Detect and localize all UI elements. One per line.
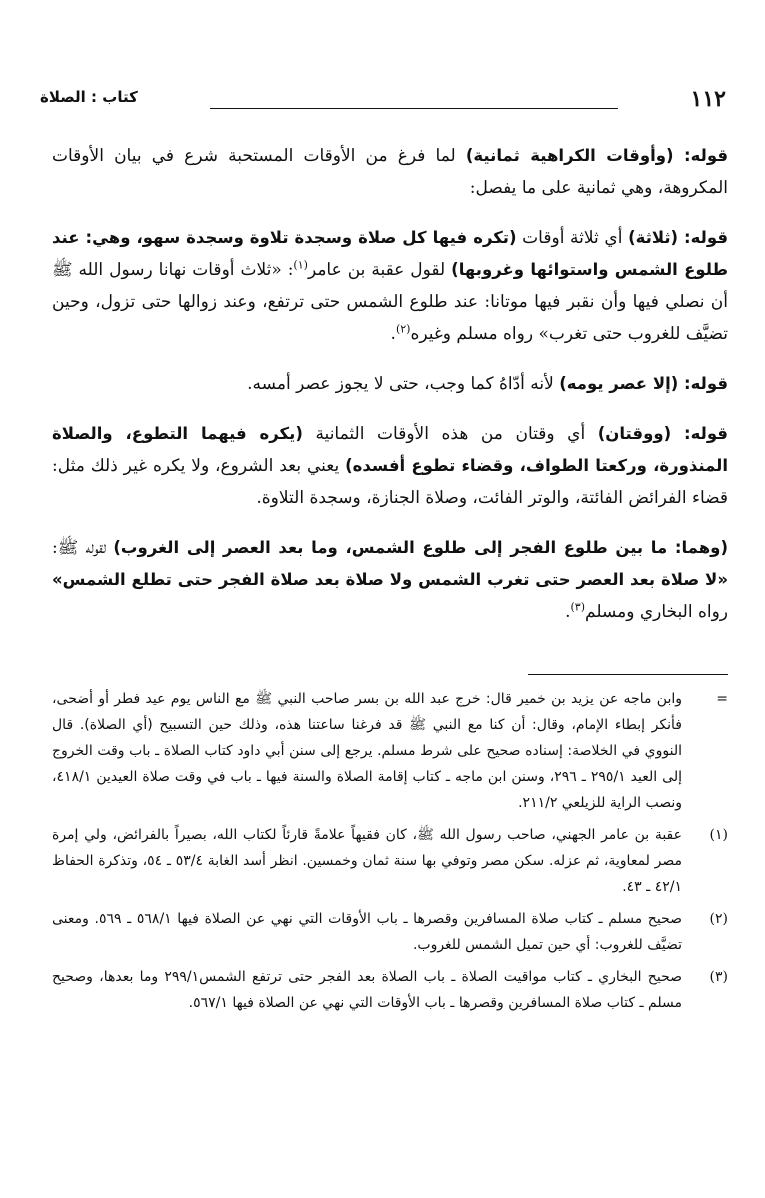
footnotes [52, 686, 728, 1022]
text-run: لقوله ﷺ: [52, 538, 114, 558]
paragraph [52, 532, 728, 628]
text-run: رواه البخاري ومسلم [585, 602, 728, 622]
paragraph [52, 368, 728, 400]
footnote-separator [528, 674, 728, 675]
footnote [52, 822, 728, 900]
paragraph [52, 140, 728, 204]
bold-run: (تكره فيها كل صلاة وسجدة تلاوة وسجدة سهو، وهي: عند طلوع الشمس واستوائها وغروبها) [52, 228, 728, 279]
bold-run: (وهما: ما بين طلوع الفجر إلى طلوع الشمس، وما بعد العصر إلى الغروب) [113, 538, 728, 557]
text-run: : «ثلاث أوقات نهانا رسول الله ﷺ أن نصلي فيها وأن نقبر فيها موتانا: عند طلوع الشمس حتى ترتفع، وعند زوالها حتى تزول، وحين تضيَّف للغروب حتى تغرب» رواه مسلم وغيره [52, 260, 728, 344]
footnote-marker: (١) [709, 827, 728, 843]
footnote-text: وابن ماجه عن يزيد بن خمير قال: خرج عبد الله بن بسر صاحب النبي ﷺ مع الناس يوم عيد فطر أو أضحى، فأنكر إبطاء الإمام، وقال: أن كنا مع النبي ﷺ قد فرغنا ساعتنا هذه، وذلك حين التسبيح (أي الصلاة). قال النووي في الخلاصة: إسناده صحيح على شرط مسلم. يرجع إلى سنن أبي داود كتاب الصلاة ـ باب وقت الخروج إلى العيد ٢٩٥/١ ـ ٢٩٦، وسنن ابن ماجه ـ كتاب إقامة الصلاة والسنة فيها ـ باب في وقت صلاة العيدين ٤١٨/١، ونصب الراية للزيلعي ٢١١/٢. [52, 691, 682, 811]
footnote [52, 964, 728, 1016]
footnote-marker: (٢) [709, 911, 728, 927]
bold-run: «لا صلاة بعد العصر حتى تغرب الشمس ولا صلاة بعد صلاة الفجر حتى تطلع الشمس» [52, 570, 728, 589]
text-run: أي ثلاثة أوقات [516, 228, 629, 248]
paragraph [52, 222, 728, 350]
text-run: لأنه أدّاهُ كما وجب، حتى لا يجوز عصر أمسه. [247, 374, 560, 394]
text-run: لقول عقبة بن عامر [307, 260, 452, 280]
main-text [52, 140, 728, 628]
bold-run: (يكره فيهما التطوع، والصلاة المنذورة، وركعتا الطواف، وقضاء تطوع أفسده) [52, 424, 729, 475]
bold-run: قوله: (وأوقات الكراهية ثمانية) [465, 146, 728, 165]
footnote-text: صحيح البخاري ـ كتاب مواقيت الصلاة ـ باب الصلاة بعد الفجر حتى ترتفع الشمس٢٩٩/١ وما بعدها، وصحيح مسلم ـ كتاب صلاة المسافرين وقصرها ـ باب الأوقات التي نهي عن الصلاة فيها ٥٦٧/١. [52, 969, 682, 1011]
text-run: لما فرغ من الأوقات المستحبة شرع في بيان الأوقات المكروهة، وهي ثمانية على ما يفصل: [52, 146, 728, 198]
bold-run: قوله: (ووقتان) [597, 424, 728, 443]
footnote-ref: (١) [293, 258, 308, 272]
footnote-marker: = [716, 691, 728, 707]
book-title: كتاب : الصلاة [40, 88, 138, 106]
text-run: . [390, 324, 396, 344]
paragraph-gap [52, 350, 728, 368]
footnote-ref: (٣) [570, 600, 586, 614]
text-run: أي وقتان من هذه الأوقات الثمانية [302, 424, 598, 444]
text-run: . [565, 602, 571, 622]
footnote-ref: (٢) [395, 322, 411, 336]
text-run: يعني بعد الشروع، ولا يكره غير ذلك مثل: قضاء الفرائض الفائتة، والوتر الفائت، وصلاة الجنازة، وسجدة التلاوة. [52, 456, 728, 508]
footnote-marker: (٣) [709, 969, 728, 985]
header-rule [210, 108, 618, 109]
paragraph-gap [52, 514, 728, 532]
footnote [52, 906, 728, 958]
footnote [52, 686, 728, 816]
page-number: ١١٢ [690, 86, 726, 112]
footnote-text: صحيح مسلم ـ كتاب صلاة المسافرين وقصرها ـ باب الأوقات التي نهي عن الصلاة فيها ٥٦٨/١ ـ ٥٦٩. ومعنى تضيَّف للغروب: أي حين تميل الشمس للغروب. [52, 911, 682, 953]
paragraph-gap [52, 400, 728, 418]
paragraph [52, 418, 728, 514]
footnote-text: عقبة بن عامر الجهني، صاحب رسول الله ﷺ، كان فقيهاً علامةً قارئاً لكتاب الله، بصيراً بالفرائض، ولي إمرة مصر لمعاوية، ثم عزله. سكن مصر وتوفي بها سنة ثمان وخمسين. انظر أسد الغابة ٥٣/٤ ـ ٥٤، وتذكرة الحفاظ ٤٢/١ ـ ٤٣. [52, 827, 682, 895]
running-header [40, 86, 726, 116]
bold-run: قوله: (إلا عصر يومه) [559, 374, 728, 393]
bold-run: قوله: (ثلاثة) [628, 228, 729, 247]
paragraph-gap [52, 204, 728, 222]
